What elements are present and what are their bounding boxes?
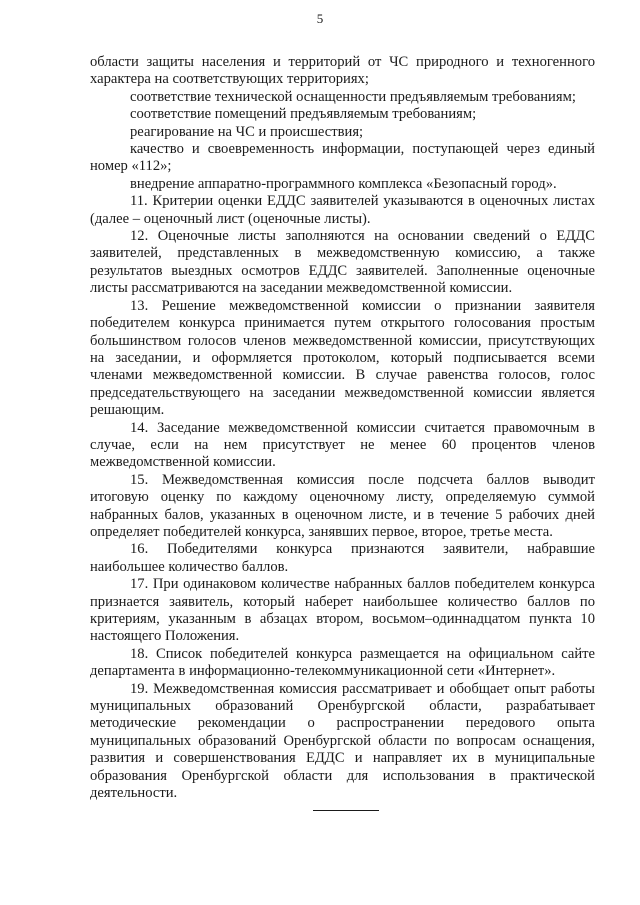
document-body	[90, 54, 595, 802]
clause-19: 19. Межведомственная комиссия рассматривает и обобщает опыт работы муниципальных образований Оренбургской области, разрабатывает методические рекомендации о распространении передового опыта муниципальных образований Оренбургской области по вопросам оснащения, развития и совершенствования ЕДДС и направляет их в муниципальные образования Оренбургской области для использования в практической деятельности.	[90, 680, 595, 802]
end-of-document-rule	[313, 810, 379, 811]
criterion-safe-city: внедрение аппаратно-программного комплекса «Безопасный город».	[130, 175, 557, 192]
clause-13: 13. Решение межведомственной комиссии о признании заявителя победителем конкурса принимается путем открытого голосования простым большинством голосов членов межведомственной комиссии, присутствующих на заседании, и оформляется протоколом, который подписывается всеми членами межведомственной комиссии. В случае равенства голосов, голос председательствующего на заседании межведомственной комиссии является решающим.	[90, 297, 595, 419]
clause-12: 12. Оценочные листы заполняются на основании сведений о ЕДДС заявителей, представленных в межведомственную комиссию, а также результатов выездных осмотров ЕДДС заявителей. Заполненные оценочные листы рассматриваются на заседании межведомственной комиссии.	[90, 228, 595, 297]
clause-18: 18. Список победителей конкурса размещается на официальном сайте департамента в информационно-телекоммуникационной сети «Интернет».	[90, 645, 595, 680]
clause-17: 17. При одинаковом количестве набранных баллов победителем конкурса признается заявитель, который наберет наибольшее количество баллов по критериям, указанным в абзацах втором, восьмом–одиннадцатом пункта 10 настоящего Положения.	[90, 576, 595, 645]
criterion-technical-equipment: соответствие технической оснащенности предъявляемым требованиям;	[130, 88, 576, 105]
clause-16: 16. Победителями конкурса признаются заявители, набравшие наибольшее количество баллов.	[90, 541, 595, 575]
criterion-premises: соответствие помещений предъявляемым требованиям;	[130, 106, 477, 123]
clause-11: 11. Критерии оценки ЕДДС заявителей указываются в оценочных листах (далее – оценочный лист (оценочные листы).	[90, 193, 595, 227]
criterion-response: реагирование на ЧС и происшествия;	[130, 123, 364, 140]
clause-14: 14. Заседание межведомственной комиссии считается правомочным в случае, если на нем присутствует не менее 60 процентов членов межведомственной комиссии.	[90, 419, 595, 471]
page-number: 5	[316, 11, 324, 26]
clause-15: 15. Межведомственная комиссия после подсчета баллов выводит итоговую оценку по каждому оценочному листу, определяемую суммой набранных балов, указанных в оценочном листе, и в течение 5 рабочих дней определяет победителей конкурса, занявших первое, второе, третье места.	[90, 471, 595, 540]
paragraph-continuation: области защиты населения и территорий от ЧС природного и техногенного характера на соответствующих территориях;	[90, 54, 595, 88]
criterion-information-112: качество и своевременность информации, поступающей через единый номер «112»;	[90, 141, 595, 175]
